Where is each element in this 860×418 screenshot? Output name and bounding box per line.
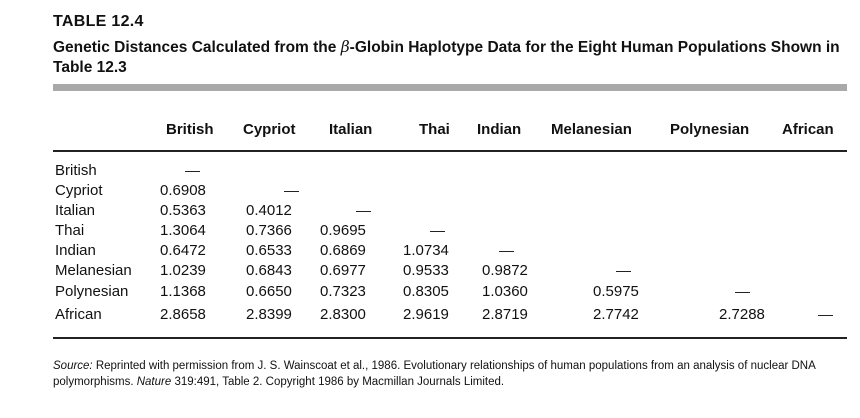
diagonal-dash [818, 315, 833, 316]
source-label: Source: [53, 360, 93, 372]
distance-cell: 0.8305 [403, 283, 449, 300]
distance-cell: 1.0360 [482, 283, 528, 300]
distance-cell: 0.6977 [320, 262, 366, 279]
header-rule [53, 150, 847, 152]
column-header: Indian [477, 121, 522, 138]
distance-cell: 0.6908 [160, 182, 206, 199]
diagonal-dash [284, 191, 299, 192]
column-header: Polynesian [670, 121, 750, 138]
distance-cell: 0.9695 [320, 222, 366, 239]
source-note [53, 358, 853, 390]
distance-cell: 0.9872 [482, 262, 528, 279]
column-header: Melanesian [551, 121, 632, 138]
table-label: TABLE 12.4 [53, 13, 144, 30]
row-label: British [55, 162, 97, 179]
journal-name: Nature [136, 376, 172, 388]
distance-cell: 1.3064 [160, 222, 206, 239]
distance-cell: 2.8399 [246, 306, 292, 323]
title-part-2: -Globin Haplotype Data for the Eight Human Populations Shown in Table 12.3 [53, 39, 840, 76]
distance-cell: 2.7288 [719, 306, 765, 323]
distance-cell: 0.6533 [246, 242, 292, 259]
distance-cell: 1.0734 [403, 242, 449, 259]
distance-cell: 0.9533 [403, 262, 449, 279]
row-label: Melanesian [55, 262, 132, 279]
diagonal-dash [616, 271, 631, 272]
diagonal-dash [430, 231, 445, 232]
bottom-rule [53, 337, 847, 339]
distance-cell: 0.7366 [246, 222, 292, 239]
distance-cell: 2.7742 [593, 306, 639, 323]
distance-cell: 2.8300 [320, 306, 366, 323]
row-label: Indian [55, 242, 96, 259]
source-text-1: Reprinted with permission from J. S. Wainscoat et al., 1986. Evolutionary relationships of human populations from an analysis of nuclear DNA polymorphisms. [53, 360, 816, 388]
title-part-1: Genetic Distances Calculated from the [53, 39, 341, 56]
distance-cell: 0.5363 [160, 202, 206, 219]
distance-cell: 2.9619 [403, 306, 449, 323]
column-header: British [166, 121, 214, 138]
distance-cell: 0.6843 [246, 262, 292, 279]
distance-cell: 2.8719 [482, 306, 528, 323]
distance-cell: 0.7323 [320, 283, 366, 300]
beta-symbol: β [340, 38, 350, 56]
distance-cell: 1.1368 [160, 283, 206, 300]
source-text-2: 319:491, Table 2. Copyright 1986 by Macmillan Journals Limited. [171, 376, 505, 388]
distance-cell: 0.6869 [320, 242, 366, 259]
diagonal-dash [735, 292, 750, 293]
distance-cell: 0.4012 [246, 202, 292, 219]
thick-rule [53, 84, 847, 91]
diagonal-dash [356, 211, 371, 212]
diagonal-dash [499, 251, 514, 252]
row-label: Thai [55, 222, 85, 239]
distance-cell: 0.5975 [593, 283, 639, 300]
distance-cell: 2.8658 [160, 306, 206, 323]
column-header: African [782, 121, 834, 138]
column-header: Thai [419, 121, 450, 138]
column-header: Cypriot [243, 121, 296, 138]
distance-cell: 1.0239 [160, 262, 206, 279]
column-header: Italian [329, 121, 373, 138]
row-label: Cypriot [55, 182, 103, 199]
row-label: Polynesian [55, 283, 129, 300]
row-label: African [55, 306, 102, 323]
distance-cell: 0.6472 [160, 242, 206, 259]
diagonal-dash [185, 171, 200, 172]
distance-cell: 0.6650 [246, 283, 292, 300]
row-label: Italian [55, 202, 96, 219]
table-title [53, 37, 853, 78]
